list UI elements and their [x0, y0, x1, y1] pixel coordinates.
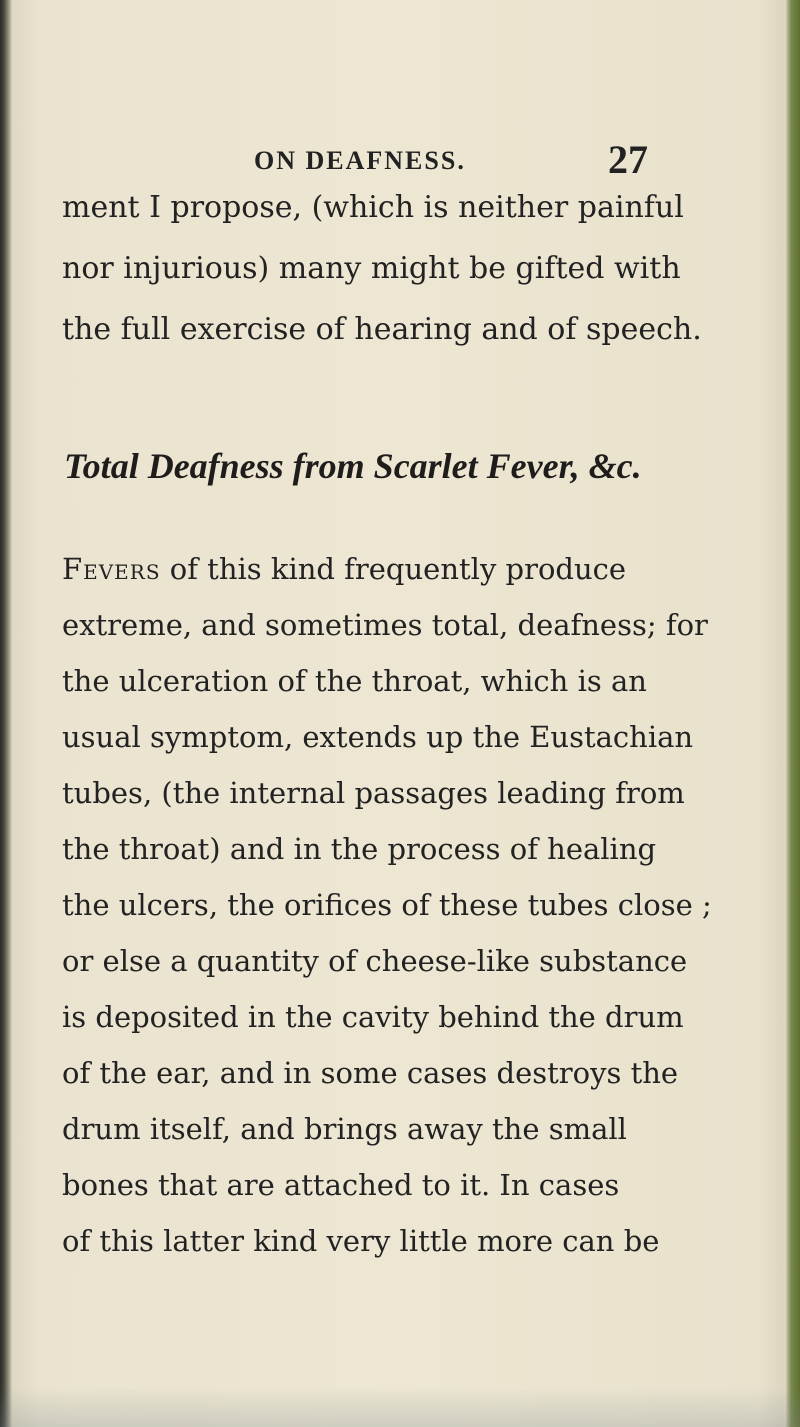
lead-word: Fevers: [62, 552, 161, 586]
text-line: tubes, (the internal passages leading from: [62, 776, 685, 810]
text-line: or else a quantity of cheese-like substance: [62, 944, 688, 978]
section-heading: Total Deafness from Scarlet Fever, &c.: [64, 446, 642, 486]
text-line: [62, 552, 626, 586]
page-right-edge: [786, 0, 800, 1427]
text-line: nor injurious) many might be gifted with: [62, 251, 681, 286]
text-line: is deposited in the cavity behind the drum: [62, 1000, 684, 1034]
text-line: the full exercise of hearing and of speech.: [62, 312, 702, 347]
text-line: usual symptom, extends up the Eustachian: [62, 720, 694, 754]
page-binding-edge: [0, 0, 12, 1427]
page-bottom-shadow: [0, 1387, 800, 1427]
text-line: the ulceration of the throat, which is an: [62, 664, 647, 698]
text-line: drum itself, and brings away the small: [62, 1112, 627, 1146]
text-line: of this latter kind very little more can be: [62, 1224, 660, 1258]
running-head-title: ON DEAFNESS.: [254, 146, 466, 175]
text-line: the ulcers, the orifices of these tubes close ;: [62, 888, 712, 922]
text-line: bones that are attached to it. In cases: [62, 1168, 620, 1202]
lead-line-rest: of this kind frequently produce: [160, 552, 627, 586]
text-line: the throat) and in the process of healing: [62, 832, 657, 866]
page-number: 27: [608, 137, 648, 182]
text-line: ment I propose, (which is neither painful: [62, 190, 684, 225]
text-line: extreme, and sometimes total, deafness; for: [62, 608, 708, 642]
text-line: of the ear, and in some cases destroys the: [62, 1056, 679, 1090]
running-head: [0, 137, 800, 182]
